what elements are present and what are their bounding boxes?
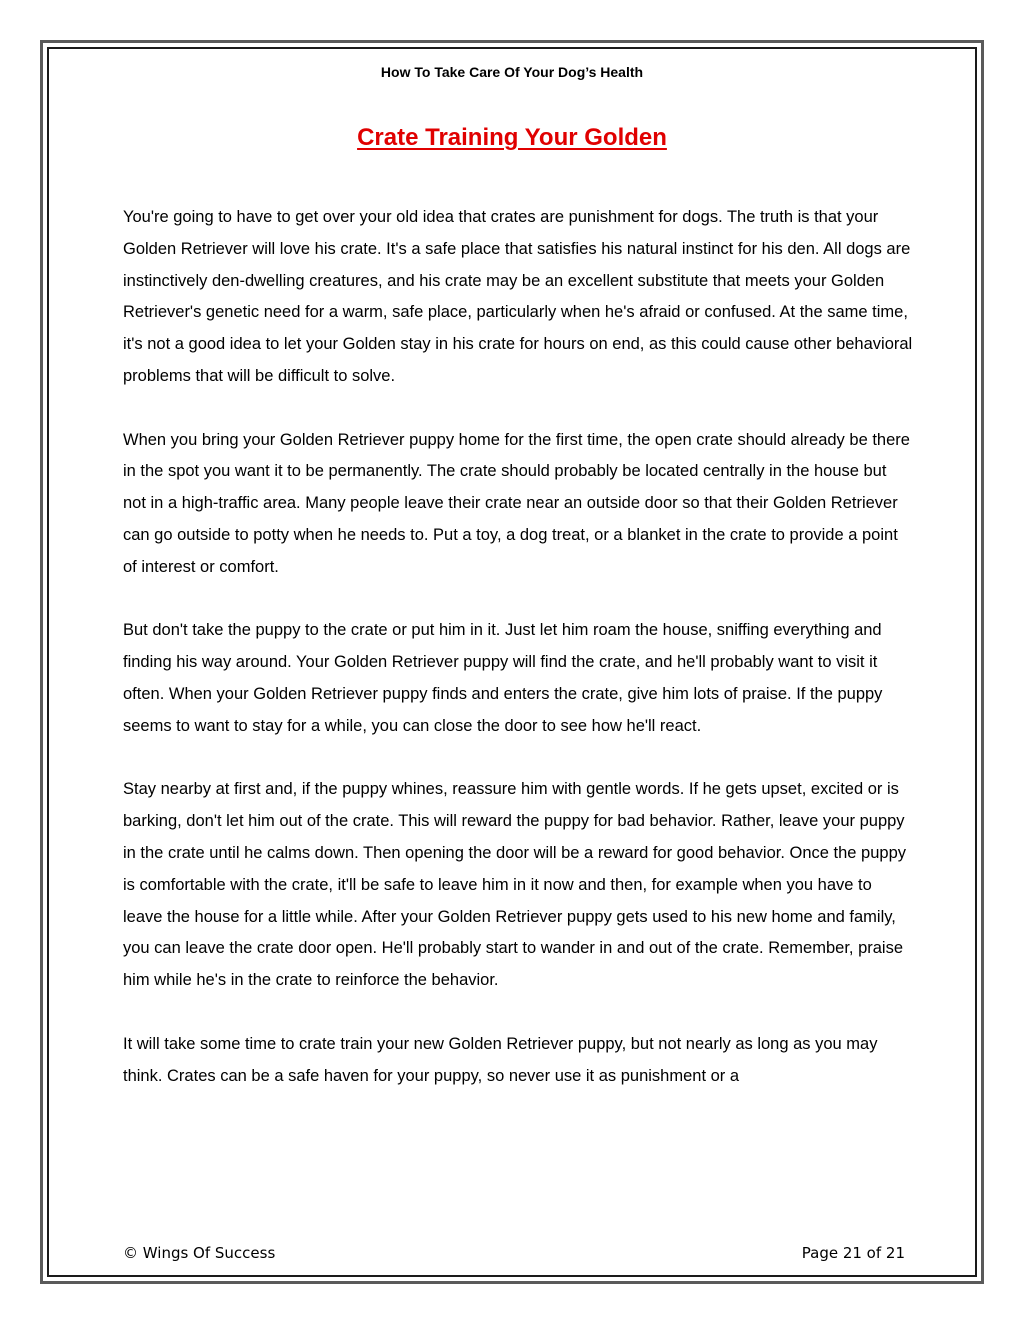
page-footer: [123, 1244, 905, 1262]
paragraph: When you bring your Golden Retriever puppy home for the first time, the open crate should already be there in the spot you want it to be permanently. The crate should probably be located centrally in the house but not in a high-traffic area. Many people leave their crate near an outside door so that their Golden Retriever can go outside to potty when he needs to. Put a toy, a dog treat, or a blanket in the crate to provide a point of interest or comfort.: [123, 430, 910, 576]
footer-page-number: Page 21 of 21: [801, 1244, 905, 1262]
paragraph: But don't take the puppy to the crate or put him in it. Just let him roam the house, sniffing everything and finding his way around. Your Golden Retriever puppy will find the crate, and he'll probably want to visit it often. When your Golden Retriever puppy finds and enters the crate, give him lots of praise. If the puppy seems to want to stay for a while, you can close the door to see how he'll react.: [123, 621, 883, 735]
article-body: [123, 202, 913, 1124]
page-title: Crate Training Your Golden: [357, 124, 667, 151]
paragraph: It will take some time to crate train your new Golden Retriever puppy, but not nearly as long as you may think. Crates can be a safe haven for your puppy, so never use it as punishment or a: [123, 1034, 878, 1085]
paragraph: Stay nearby at first and, if the puppy whines, reassure him with gentle words. If he gets upset, excited or is barking, don't let him out of the crate. This will reward the puppy for bad behavior. Rather, leave your puppy in the crate until he calms down. Then opening the door will be a reward for good behavior. Once the puppy is comfortable with the crate, it'll be safe to leave him in it now and then, for example when you have to leave the house for a little while. After your Golden Retriever puppy gets used to his new home and family, you can leave the crate door open. He'll probably start to wander in and out of the crate. Remember, praise him while he's in the crate to reinforce the behavior.: [123, 780, 907, 990]
footer-copyright: © Wings Of Success: [123, 1244, 276, 1262]
paragraph: You're going to have to get over your old idea that crates are punishment for dogs. The truth is that your Golden Retriever will love his crate. It's a safe place that satisfies his natural instinct for his den. All dogs are instinctively den-dwelling creatures, and his crate may be an excellent substitute that meets your Golden Retriever's genetic need for a warm, safe place, particularly when he's afraid or confused. At the same time, it's not a good idea to let your Golden stay in his crate for hours on end, as this could cause other behavioral problems that will be difficult to solve.: [123, 208, 913, 385]
page-inner-border: [47, 47, 977, 1277]
running-header: How To Take Care Of Your Dog’s Health: [380, 64, 644, 80]
page-frame: [40, 40, 984, 1284]
